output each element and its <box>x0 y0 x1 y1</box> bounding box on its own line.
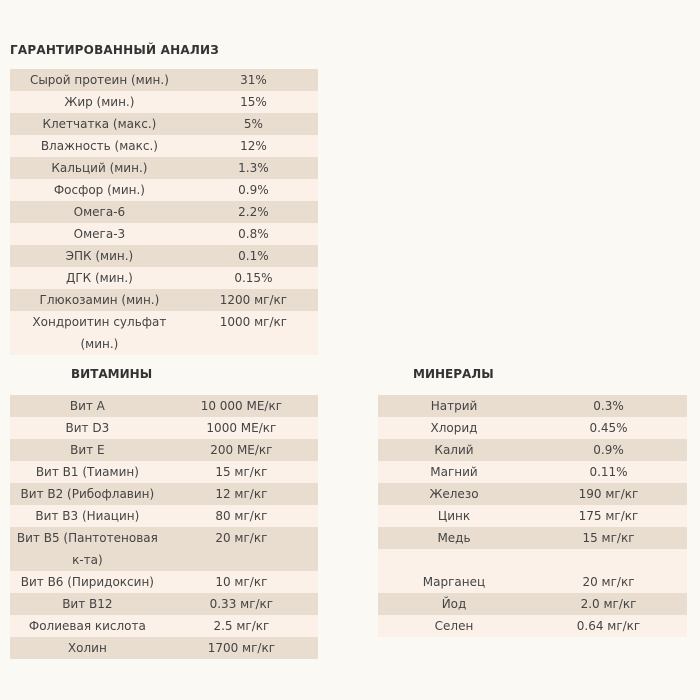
table-row <box>378 505 687 527</box>
vitamin-name: Вит B6 (Пиридоксин) <box>10 571 165 593</box>
vitamins-title: ВИТАМИНЫ <box>71 367 153 381</box>
table-row <box>10 245 318 267</box>
nutrient-name: Омега-6 <box>10 201 189 223</box>
mineral-value: 15 мг/кг <box>530 527 687 549</box>
table-row <box>378 571 687 593</box>
vitamin-name: Вит B3 (Ниацин) <box>10 505 165 527</box>
vitamin-name: Вит B1 (Тиамин) <box>10 461 165 483</box>
nutrient-value: 31% <box>189 69 318 91</box>
table-row <box>378 593 687 615</box>
nutrient-name: Омега-3 <box>10 223 189 245</box>
vitamin-name: Вит D3 <box>10 417 165 439</box>
mineral-value: 0.9% <box>530 439 687 461</box>
table-row <box>378 483 687 505</box>
vitamin-value: 10 мг/кг <box>165 571 318 593</box>
table-row <box>10 483 318 505</box>
nutrient-value: 0.15% <box>189 267 318 289</box>
mineral-name: Натрий <box>378 395 530 417</box>
vitamin-value: 80 мг/кг <box>165 505 318 527</box>
table-row <box>10 201 318 223</box>
mineral-value: 190 мг/кг <box>530 483 687 505</box>
mineral-name: Хлорид <box>378 417 530 439</box>
mineral-name: Калий <box>378 439 530 461</box>
nutrient-name: Кальций (мин.) <box>10 157 189 179</box>
mineral-name: Йод <box>378 593 530 615</box>
table-row <box>10 527 318 571</box>
table-row <box>378 615 687 637</box>
table-row <box>10 223 318 245</box>
nutrient-value: 0.9% <box>189 179 318 201</box>
nutrient-value: 1.3% <box>189 157 318 179</box>
mineral-value: 2.0 мг/кг <box>530 593 687 615</box>
minerals-table <box>378 395 687 637</box>
vitamin-value: 2.5 мг/кг <box>165 615 318 637</box>
mineral-name: Марганец <box>378 571 530 593</box>
vitamin-name: Вит B2 (Рибофлавин) <box>10 483 165 505</box>
table-row <box>10 289 318 311</box>
table-row <box>10 91 318 113</box>
mineral-value: 0.45% <box>530 417 687 439</box>
mineral-value: 0.64 мг/кг <box>530 615 687 637</box>
nutrient-name: Фосфор (мин.) <box>10 179 189 201</box>
table-row <box>10 439 318 461</box>
vitamin-name: Вит A <box>10 395 165 417</box>
table-row-spacer <box>378 549 687 571</box>
table-row <box>10 113 318 135</box>
nutrient-name: Клетчатка (макс.) <box>10 113 189 135</box>
mineral-value: 0.3% <box>530 395 687 417</box>
nutrient-value: 5% <box>189 113 318 135</box>
nutrient-name: Хондроитин сульфат (мин.) <box>10 311 189 355</box>
nutrient-name: Сырой протеин (мин.) <box>10 69 189 91</box>
nutrient-name: Глюкозамин (мин.) <box>10 289 189 311</box>
table-row <box>10 179 318 201</box>
table-row <box>10 637 318 659</box>
table-row <box>10 593 318 615</box>
table-row <box>10 69 318 91</box>
nutrient-value: 0.8% <box>189 223 318 245</box>
nutrient-name: ДГК (мин.) <box>10 267 189 289</box>
nutrient-value: 0.1% <box>189 245 318 267</box>
table-row <box>10 615 318 637</box>
mineral-name: Цинк <box>378 505 530 527</box>
vitamin-value: 12 мг/кг <box>165 483 318 505</box>
mineral-value: 20 мг/кг <box>530 571 687 593</box>
nutrient-name: ЭПК (мин.) <box>10 245 189 267</box>
mineral-name: Магний <box>378 461 530 483</box>
nutrient-name: Влажность (макс.) <box>10 135 189 157</box>
vitamin-name: Вит E <box>10 439 165 461</box>
mineral-name: Медь <box>378 527 530 549</box>
nutrient-value: 1000 мг/кг <box>189 311 318 355</box>
nutrient-value: 1200 мг/кг <box>189 289 318 311</box>
vitamin-name: Вит B12 <box>10 593 165 615</box>
vitamin-value: 0.33 мг/кг <box>165 593 318 615</box>
table-row <box>378 417 687 439</box>
vitamin-name: Холин <box>10 637 165 659</box>
nutrient-value: 12% <box>189 135 318 157</box>
mineral-name: Селен <box>378 615 530 637</box>
table-row <box>10 417 318 439</box>
table-row <box>10 395 318 417</box>
mineral-value: 0.11% <box>530 461 687 483</box>
nutrient-name: Жир (мин.) <box>10 91 189 113</box>
analysis-table <box>10 69 318 355</box>
table-row <box>10 157 318 179</box>
table-row <box>378 439 687 461</box>
vitamin-value: 20 мг/кг <box>165 527 318 571</box>
table-row <box>10 461 318 483</box>
nutrient-value: 2.2% <box>189 201 318 223</box>
table-row <box>10 135 318 157</box>
minerals-title: МИНЕРАЛЫ <box>413 367 494 381</box>
vitamin-value: 200 МЕ/кг <box>165 439 318 461</box>
table-row <box>10 267 318 289</box>
vitamin-name: Вит B5 (Пантотеновая к-та) <box>10 527 165 571</box>
vitamins-table <box>10 395 318 659</box>
table-row <box>378 461 687 483</box>
vitamin-name: Фолиевая кислота <box>10 615 165 637</box>
mineral-name: Железо <box>378 483 530 505</box>
table-row <box>378 527 687 549</box>
table-row <box>10 505 318 527</box>
vitamin-value: 1700 мг/кг <box>165 637 318 659</box>
mineral-value: 175 мг/кг <box>530 505 687 527</box>
vitamin-value: 15 мг/кг <box>165 461 318 483</box>
vitamin-value: 10 000 МЕ/кг <box>165 395 318 417</box>
table-row <box>10 311 318 355</box>
vitamin-value: 1000 МЕ/кг <box>165 417 318 439</box>
table-row <box>10 571 318 593</box>
table-row <box>378 395 687 417</box>
analysis-title: ГАРАНТИРОВАННЫЙ АНАЛИЗ <box>10 43 220 57</box>
nutrient-value: 15% <box>189 91 318 113</box>
